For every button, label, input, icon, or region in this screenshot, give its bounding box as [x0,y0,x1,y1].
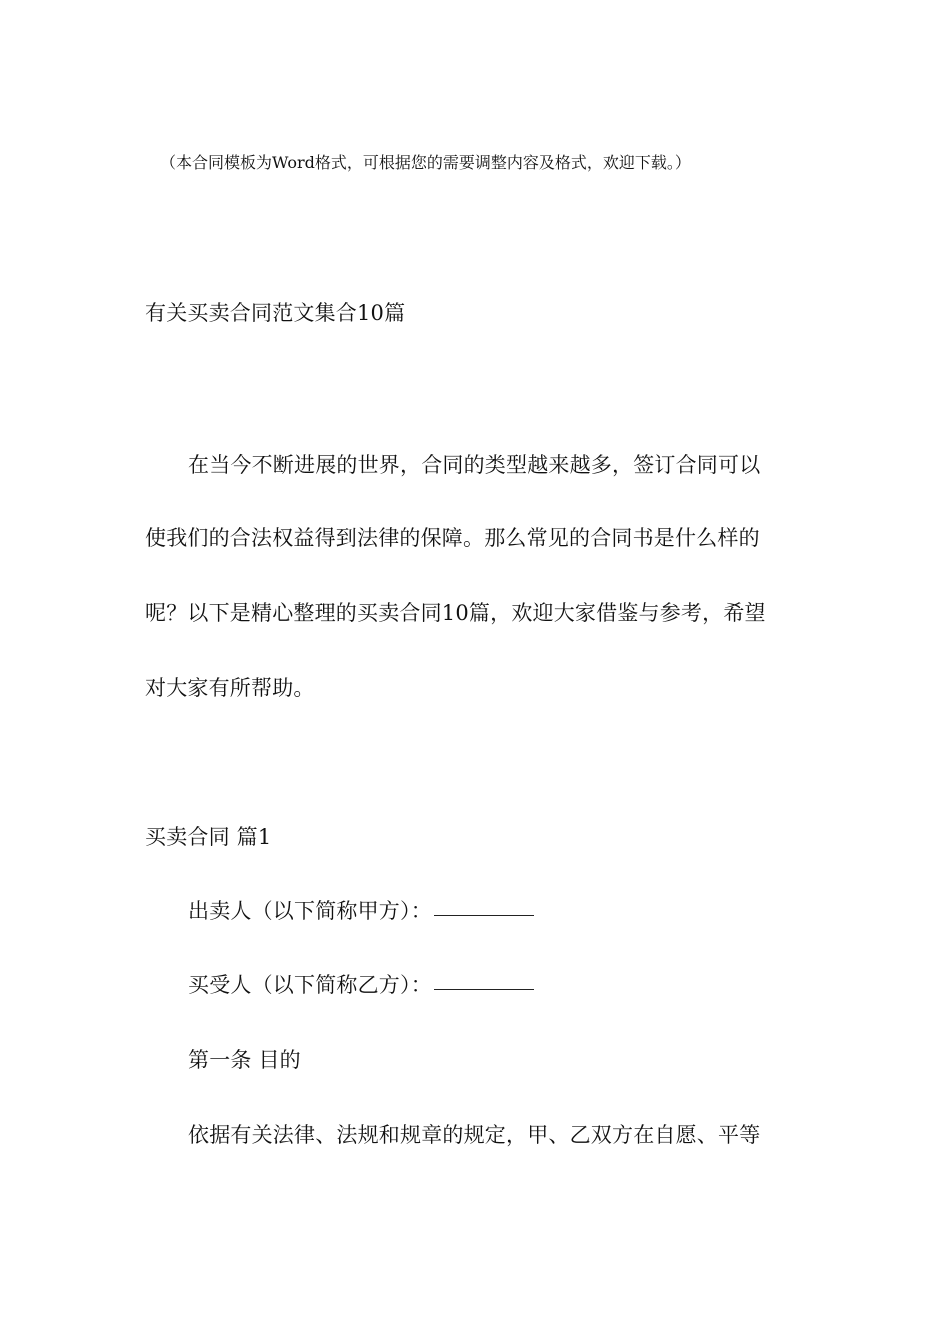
buyer-label: 买受人（以下简称乙方）： [188,973,432,997]
intro-line-1: 在当今不断进展的世界，合同的类型越来越多，签订合同可以 [188,453,761,477]
intro-line-3: 呢？以下是精心整理的买卖合同10篇，欢迎大家借鉴与参考，希望 [145,601,766,625]
article-1-heading: 第一条 目的 [188,1048,301,1072]
intro-line-2: 使我们的合法权益得到法律的保障。那么常见的合同书是什么样的 [145,526,760,550]
seller-blank-field [434,914,534,916]
document-title: 有关买卖合同范文集合10篇 [145,301,406,325]
buyer-line [188,973,534,997]
article-1-text: 依据有关法律、法规和规章的规定，甲、乙双方在自愿、平等 [188,1123,761,1147]
template-note: （本合同模板为Word格式，可根据您的需要调整内容及格式，欢迎下载。） [160,153,691,172]
seller-line [188,899,534,923]
seller-label: 出卖人（以下简称甲方）： [188,899,432,923]
intro-line-4: 对大家有所帮助。 [145,676,315,700]
buyer-blank-field [434,988,534,990]
section-heading: 买卖合同 篇1 [145,825,272,849]
